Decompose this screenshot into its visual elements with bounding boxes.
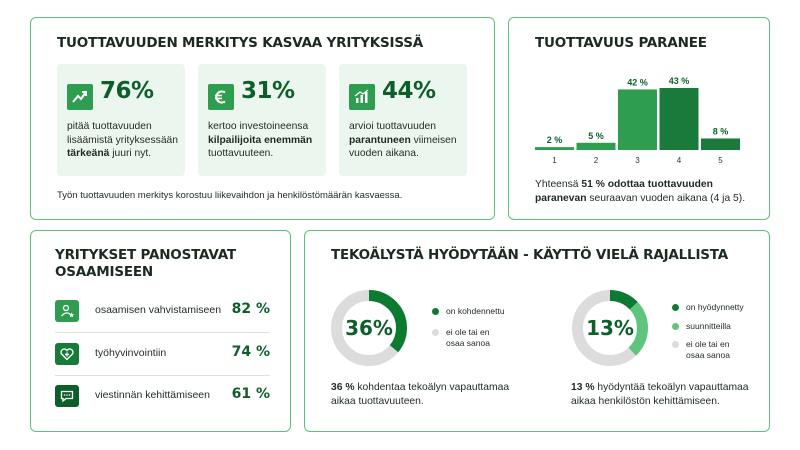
x-tick-label: 1 xyxy=(552,156,557,165)
productivity-importance-panel xyxy=(30,17,495,220)
divider xyxy=(55,332,270,333)
ai-usage-panel xyxy=(304,230,770,432)
bar-1 xyxy=(535,147,574,150)
panel-title: TEKOÄLYSTÄ HYÖDYTÄÄN - KÄYTTÖ VIELÄ RAJALLISTA xyxy=(331,247,728,263)
item-label: viestinnän kehittämiseen xyxy=(95,389,210,401)
panel-title-line2: OSAAMISEEN xyxy=(55,264,154,280)
stat-description: kertoo investoineensa kilpailijoita enemmän tuottavuuteen. xyxy=(208,121,313,159)
item-value: 61 % xyxy=(231,386,270,402)
panel-footnote: Työn tuottavuuden merkitys korostuu liikevaihdon ja henkilöstömäärän kasvaessa. xyxy=(57,190,403,201)
x-tick-label: 5 xyxy=(718,156,723,165)
legend-label: ei ole tai en osaa sanoa xyxy=(686,339,730,360)
item-label: työhyvinvointiin xyxy=(95,347,167,359)
list-item xyxy=(55,292,270,330)
list-item xyxy=(55,377,270,415)
x-tick-label: 4 xyxy=(676,156,682,165)
competence-investment-panel xyxy=(30,230,291,432)
chat-icon xyxy=(55,385,79,407)
legend-label: suunnitteilla xyxy=(686,321,731,331)
panel-title: TUOTTAVUUDEN MERKITYS KASVAA YRITYKSISSÄ xyxy=(57,35,424,51)
legend-swatch xyxy=(672,323,679,330)
heart-plus-icon xyxy=(55,343,79,365)
item-value: 82 % xyxy=(231,301,270,317)
donut-footnote: 13 % hyödyntää tekoälyn vapauttamaa aikaa henkilöstön kehittämiseen. xyxy=(571,382,749,407)
legend-label: ei ole tai en osaa sanoa xyxy=(446,327,490,348)
panel-title: TUOTTAVUUS PARANEE xyxy=(535,35,707,51)
item-label: osaamisen vahvistamiseen xyxy=(95,304,222,316)
data-label: 8 % xyxy=(712,126,729,137)
bar-4 xyxy=(660,88,699,150)
x-tick-label: 2 xyxy=(593,156,599,165)
person-star-icon xyxy=(55,300,79,322)
legend-swatch xyxy=(672,304,679,311)
legend-swatch xyxy=(432,308,439,315)
stat-card-improvement xyxy=(339,64,467,176)
data-label: 43 % xyxy=(668,76,690,86)
bar-2 xyxy=(577,143,616,150)
data-label: 5 % xyxy=(588,130,604,141)
legend-swatch xyxy=(432,329,439,336)
stat-description: pitää tuottavuuden lisäämistä yrityksessään tärkeänä juuri nyt. xyxy=(67,121,179,159)
divider xyxy=(55,375,270,376)
panel-footnote: Yhteensä 51 % odottaa tuottavuuden paranevan seuraavan vuoden aikana (4 ja 5). xyxy=(535,179,746,204)
stat-card-importance xyxy=(57,64,185,176)
donut-footnote: 36 % kohdentaa tekoälyn vapauttamaa aikaa tuottavuuteen. xyxy=(331,382,510,407)
productivity-outlook-panel xyxy=(508,17,770,220)
item-value: 74 % xyxy=(231,344,270,360)
bar-5 xyxy=(701,138,740,150)
stat-value: 76% xyxy=(100,78,154,104)
donut-center-value: 13% xyxy=(586,316,634,340)
chart-growth-icon xyxy=(349,84,375,110)
stat-description: arvioi tuottavuuden parantuneen viimeisen vuoden aikana. xyxy=(349,121,457,159)
list-item xyxy=(55,335,270,373)
expectation-bar-chart xyxy=(509,18,771,178)
donut-center-value: 36% xyxy=(345,316,393,340)
panel-title-line1: YRITYKSET PANOSTAVAT xyxy=(55,247,236,263)
legend-swatch xyxy=(672,341,679,348)
euro-icon xyxy=(208,84,234,110)
x-tick-label: 3 xyxy=(635,156,640,165)
bar-3 xyxy=(618,89,657,150)
stat-value: 44% xyxy=(382,78,436,104)
stat-card-investment xyxy=(198,64,326,176)
trend-up-icon xyxy=(67,84,93,110)
data-label: 42 % xyxy=(627,77,648,88)
data-label: 2 % xyxy=(546,135,563,146)
legend-label: on hyödynnetty xyxy=(686,302,744,312)
legend-label: on kohdennettu xyxy=(446,306,505,316)
stat-value: 31% xyxy=(241,78,295,104)
